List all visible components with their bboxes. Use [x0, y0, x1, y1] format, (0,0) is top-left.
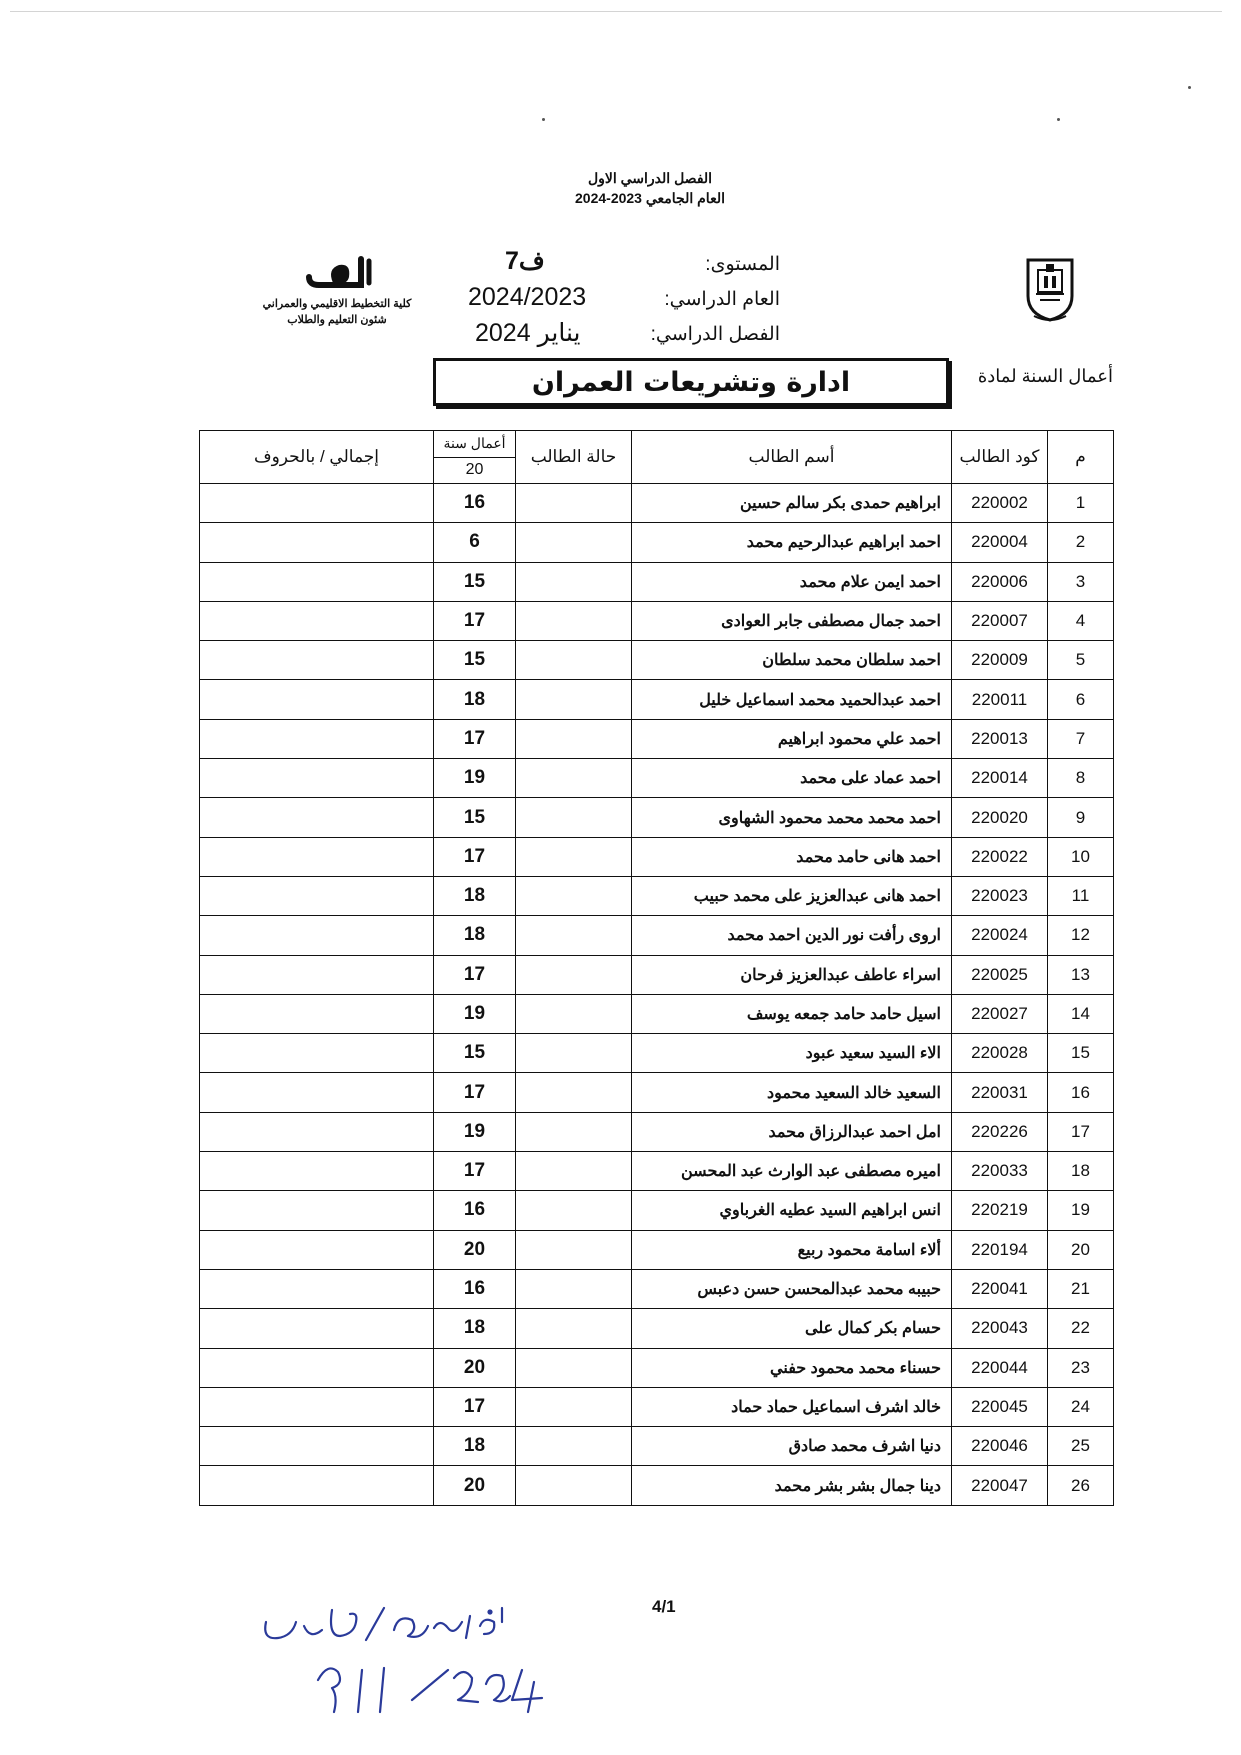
coursework-score: 18 — [434, 916, 516, 955]
row-index: 11 — [1048, 876, 1114, 915]
row-index: 3 — [1048, 562, 1114, 601]
student-status — [516, 1427, 632, 1466]
total-in-words — [200, 994, 434, 1033]
total-in-words — [200, 680, 434, 719]
student-code: 220002 — [952, 484, 1048, 523]
coursework-score: 15 — [434, 798, 516, 837]
student-status — [516, 1191, 632, 1230]
handwritten-signature — [258, 1600, 578, 1720]
student-status — [516, 484, 632, 523]
table-row — [200, 994, 1114, 1033]
faculty-block — [252, 296, 422, 328]
row-index: 4 — [1048, 601, 1114, 640]
coursework-score: 16 — [434, 1269, 516, 1308]
student-code: 220046 — [952, 1427, 1048, 1466]
course-title: ادارة وتشريعات العمران — [531, 366, 851, 398]
coursework-score: 18 — [434, 1427, 516, 1466]
total-in-words — [200, 523, 434, 562]
row-index: 15 — [1048, 1034, 1114, 1073]
student-name: احمد محمد محمد محمود الشهاوى — [632, 798, 952, 837]
student-code: 220045 — [952, 1387, 1048, 1426]
student-code: 220023 — [952, 876, 1048, 915]
header-coursework-label: أعمال سنة — [434, 431, 515, 458]
total-in-words — [200, 1269, 434, 1308]
student-code: 220028 — [952, 1034, 1048, 1073]
student-name: السعيد خالد السعيد محمود — [632, 1073, 952, 1112]
row-index: 14 — [1048, 994, 1114, 1033]
coursework-score: 17 — [434, 1073, 516, 1112]
student-status — [516, 1152, 632, 1191]
student-name: احمد سلطان محمد سلطان — [632, 641, 952, 680]
student-status — [516, 1112, 632, 1151]
table-row — [200, 680, 1114, 719]
row-index: 19 — [1048, 1191, 1114, 1230]
coursework-score: 15 — [434, 562, 516, 601]
student-code: 220006 — [952, 562, 1048, 601]
student-status — [516, 994, 632, 1033]
course-title-box — [433, 358, 949, 406]
table-row — [200, 1230, 1114, 1269]
year-label: العام الدراسي: — [664, 289, 780, 310]
header-total: إجمالي / بالحروف — [200, 431, 434, 484]
student-code: 220031 — [952, 1073, 1048, 1112]
coursework-score: 20 — [434, 1466, 516, 1505]
table-row — [200, 955, 1114, 994]
total-in-words — [200, 1466, 434, 1505]
table-row — [200, 1348, 1114, 1387]
student-name: اسيل حامد حامد جمعه يوسف — [632, 994, 952, 1033]
table-row — [200, 641, 1114, 680]
student-status — [516, 562, 632, 601]
coursework-score: 19 — [434, 1112, 516, 1151]
scan-edge-line — [10, 11, 1222, 12]
table-row — [200, 523, 1114, 562]
total-in-words — [200, 719, 434, 758]
student-code: 220011 — [952, 680, 1048, 719]
student-status — [516, 1073, 632, 1112]
row-index: 17 — [1048, 1112, 1114, 1151]
table-row — [200, 916, 1114, 955]
coursework-score: 17 — [434, 719, 516, 758]
coursework-score: 17 — [434, 837, 516, 876]
table-row — [200, 798, 1114, 837]
student-name: اميره مصطفى عبد الوارث عبد المحسن — [632, 1152, 952, 1191]
student-code: 220007 — [952, 601, 1048, 640]
student-status — [516, 916, 632, 955]
student-code: 220009 — [952, 641, 1048, 680]
total-in-words — [200, 1309, 434, 1348]
student-name: الاء السيد سعيد عبود — [632, 1034, 952, 1073]
term-value: يناير 2024 — [475, 319, 581, 347]
student-code: 220219 — [952, 1191, 1048, 1230]
student-code: 220027 — [952, 994, 1048, 1033]
total-in-words — [200, 1073, 434, 1112]
total-in-words — [200, 759, 434, 798]
coursework-score: 17 — [434, 601, 516, 640]
coursework-score: 19 — [434, 994, 516, 1033]
table-row — [200, 1191, 1114, 1230]
coursework-score: 16 — [434, 484, 516, 523]
table-row — [200, 1073, 1114, 1112]
total-in-words — [200, 562, 434, 601]
coursework-score: 19 — [434, 759, 516, 798]
student-code: 220025 — [952, 955, 1048, 994]
row-index: 16 — [1048, 1073, 1114, 1112]
table-row — [200, 876, 1114, 915]
student-code: 220024 — [952, 916, 1048, 955]
student-status — [516, 1309, 632, 1348]
total-in-words — [200, 798, 434, 837]
coursework-score: 6 — [434, 523, 516, 562]
total-in-words — [200, 916, 434, 955]
table-row — [200, 719, 1114, 758]
student-status — [516, 601, 632, 640]
page-number: 4/1 — [652, 1597, 676, 1616]
header-status: حالة الطالب — [516, 431, 632, 484]
student-name: حسام بكر كمال على — [632, 1309, 952, 1348]
student-name: حسناء محمد محمود حفني — [632, 1348, 952, 1387]
student-name: دينا جمال بشر بشر محمد — [632, 1466, 952, 1505]
row-index: 13 — [1048, 955, 1114, 994]
table-row — [200, 1112, 1114, 1151]
student-status — [516, 523, 632, 562]
student-name: احمد علي محمود ابراهيم — [632, 719, 952, 758]
row-index: 12 — [1048, 916, 1114, 955]
total-in-words — [200, 1387, 434, 1426]
faculty-dept: شئون التعليم والطلاب — [287, 314, 387, 326]
table-row — [200, 1427, 1114, 1466]
student-name: حبيبه محمد عبدالمحسن حسن دعبس — [632, 1269, 952, 1308]
table-row — [200, 1309, 1114, 1348]
total-in-words — [200, 837, 434, 876]
row-index: 22 — [1048, 1309, 1114, 1348]
table-row — [200, 1269, 1114, 1308]
student-name: اروى رأفت نور الدين احمد محمد — [632, 916, 952, 955]
student-code: 220020 — [952, 798, 1048, 837]
table-row — [200, 837, 1114, 876]
row-index: 9 — [1048, 798, 1114, 837]
total-in-words — [200, 1427, 434, 1466]
header-code: كود الطالب — [952, 431, 1048, 484]
student-status — [516, 1269, 632, 1308]
student-name: احمد هانى حامد محمد — [632, 837, 952, 876]
total-in-words — [200, 641, 434, 680]
faculty-name: كلية التخطيط الاقليمي والعمراني — [262, 298, 412, 310]
student-name: اسراء عاطف عبدالعزيز فرحان — [632, 955, 952, 994]
row-index: 5 — [1048, 641, 1114, 680]
student-code: 220004 — [952, 523, 1048, 562]
student-status — [516, 759, 632, 798]
total-in-words — [200, 955, 434, 994]
student-name: احمد جمال مصطفى جابر العوادى — [632, 601, 952, 640]
student-code: 220041 — [952, 1269, 1048, 1308]
table-row — [200, 562, 1114, 601]
total-in-words — [200, 484, 434, 523]
student-code: 220047 — [952, 1466, 1048, 1505]
row-index: 21 — [1048, 1269, 1114, 1308]
total-in-words — [200, 1034, 434, 1073]
table-row — [200, 484, 1114, 523]
student-status — [516, 876, 632, 915]
student-status — [516, 837, 632, 876]
term-label: الفصل الدراسي: — [650, 324, 780, 345]
row-index: 10 — [1048, 837, 1114, 876]
student-name: احمد عبدالحميد محمد اسماعيل خليل — [632, 680, 952, 719]
total-in-words — [200, 1152, 434, 1191]
row-index: 6 — [1048, 680, 1114, 719]
table-row — [200, 759, 1114, 798]
header-name: أسم الطالب — [632, 431, 952, 484]
coursework-score: 16 — [434, 1191, 516, 1230]
total-in-words — [200, 1230, 434, 1269]
table-row — [200, 1466, 1114, 1505]
student-code: 220226 — [952, 1112, 1048, 1151]
student-status — [516, 1387, 632, 1426]
student-status — [516, 798, 632, 837]
university-logo-icon — [1022, 256, 1078, 324]
student-name: خالد اشرف اسماعيل حماد حماد — [632, 1387, 952, 1426]
coursework-score: 20 — [434, 1348, 516, 1387]
faculty-logo-icon — [305, 253, 377, 289]
student-code: 220044 — [952, 1348, 1048, 1387]
student-code: 220014 — [952, 759, 1048, 798]
table-header-row — [200, 431, 1114, 484]
row-index: 7 — [1048, 719, 1114, 758]
year-value: 2024/2023 — [468, 283, 587, 311]
student-name: ألاء اسامة محمود ربيع — [632, 1230, 952, 1269]
scan-speck — [542, 118, 545, 121]
student-name: احمد هانى عبدالعزيز على محمد حبيب — [632, 876, 952, 915]
coursework-score: 17 — [434, 1387, 516, 1426]
student-name: دنيا اشرف محمد صادق — [632, 1427, 952, 1466]
academic-year-line: العام الجامعي 2023-2024 — [575, 190, 725, 206]
student-name: احمد عماد على محمد — [632, 759, 952, 798]
total-in-words — [200, 1191, 434, 1230]
row-index: 2 — [1048, 523, 1114, 562]
coursework-score: 18 — [434, 1309, 516, 1348]
table-row — [200, 1034, 1114, 1073]
document-header — [520, 168, 780, 208]
row-index: 26 — [1048, 1466, 1114, 1505]
student-status — [516, 641, 632, 680]
row-index: 24 — [1048, 1387, 1114, 1426]
coursework-score: 18 — [434, 876, 516, 915]
table-row — [200, 1152, 1114, 1191]
row-index: 1 — [1048, 484, 1114, 523]
student-name: امل احمد عبدالرزاق محمد — [632, 1112, 952, 1151]
row-index: 8 — [1048, 759, 1114, 798]
level-value: ف7 — [505, 247, 545, 275]
student-status — [516, 1034, 632, 1073]
total-in-words — [200, 876, 434, 915]
semester-line: الفصل الدراسي الاول — [587, 170, 713, 186]
row-index: 18 — [1048, 1152, 1114, 1191]
row-index: 25 — [1048, 1427, 1114, 1466]
coursework-score: 15 — [434, 1034, 516, 1073]
table-row — [200, 1387, 1114, 1426]
student-name: احمد ايمن علام محمد — [632, 562, 952, 601]
total-in-words — [200, 601, 434, 640]
student-code: 220022 — [952, 837, 1048, 876]
coursework-score: 15 — [434, 641, 516, 680]
header-coursework-max: 20 — [465, 461, 484, 479]
student-status — [516, 719, 632, 758]
student-name: احمد ابراهيم عبدالرحيم محمد — [632, 523, 952, 562]
student-status — [516, 1348, 632, 1387]
course-prefix: أعمال السنة لمادة — [977, 366, 1113, 386]
header-index: م — [1048, 431, 1114, 484]
student-name: ابراهيم حمدى بكر سالم حسين — [632, 484, 952, 523]
level-label: المستوى: — [705, 254, 780, 275]
student-code: 220033 — [952, 1152, 1048, 1191]
coursework-score: 17 — [434, 955, 516, 994]
coursework-score: 17 — [434, 1152, 516, 1191]
header-coursework — [434, 431, 516, 484]
student-code: 220194 — [952, 1230, 1048, 1269]
coursework-score: 20 — [434, 1230, 516, 1269]
total-in-words — [200, 1112, 434, 1151]
student-code: 220013 — [952, 719, 1048, 758]
scan-speck — [1188, 86, 1191, 89]
student-name: انس ابراهيم السيد عطيه الغرباوي — [632, 1191, 952, 1230]
student-status — [516, 1230, 632, 1269]
student-code: 220043 — [952, 1309, 1048, 1348]
scan-speck — [1057, 118, 1060, 121]
student-status — [516, 955, 632, 994]
table-row — [200, 601, 1114, 640]
total-in-words — [200, 1348, 434, 1387]
grades-table — [199, 430, 1114, 1506]
row-index: 20 — [1048, 1230, 1114, 1269]
student-status — [516, 1466, 632, 1505]
row-index: 23 — [1048, 1348, 1114, 1387]
coursework-score: 18 — [434, 680, 516, 719]
student-status — [516, 680, 632, 719]
